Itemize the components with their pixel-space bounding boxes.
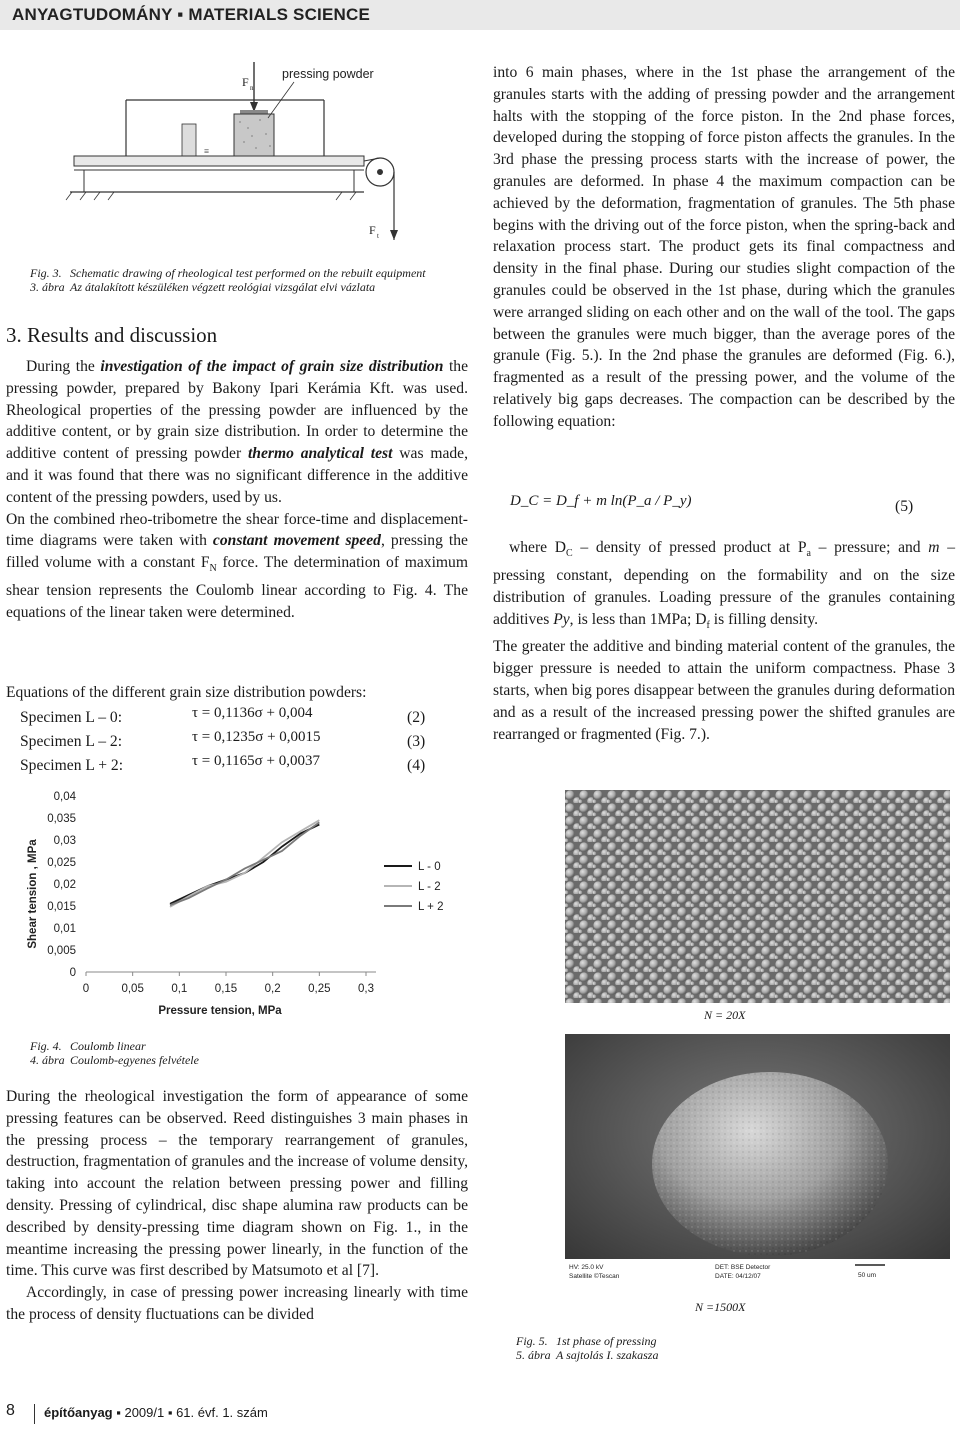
y-tick-label: 0,01 [53,923,76,935]
equation-row-2 [20,705,460,731]
y-tick-label: 0 [69,967,76,979]
footer-divider [34,1404,35,1424]
fig4-caption-en-label: Fig. 4. [30,1039,62,1053]
paragraph-greater: The greater the additive and binding material content of the granules, the bigger pressure is needed to attain the uniform compactness. Phase 3 starts, when big pores disappear between the granules during deformation and as a result of the increased pressing power the shifted granules are rearranged or fragmented (Fig. 7.). [493,638,955,743]
fig3-caption [30,266,470,294]
equation-row-4 [20,753,460,779]
p2-text-a: On the combined rheo-tribometre the shear force-time and displacement-time diagrams were taken with [6,510,468,550]
x-tick-label: 0,3 [358,983,374,995]
fig4-chart [20,786,460,1024]
where-text-a: where D [509,539,567,556]
chart-x-axis-label: Pressure tension, MPa [158,1005,282,1017]
eq-formula: τ = 0,1136σ + 0,004 [192,705,313,721]
chart-ticks [47,791,374,995]
p1-emphasis-b: investigation of the impact of grain size distribution [100,358,444,375]
left-bottom-text [6,1086,468,1326]
x-tick-label: 0,25 [308,983,331,995]
eq-label: Specimen L – 2: [20,733,123,750]
where-text-b: – density of pressed product at P [572,539,807,556]
equation-5 [510,493,950,517]
fig3-caption-en-label: Fig. 3. [30,266,62,280]
fig5-caption [516,1334,816,1362]
fig4-caption-hu-label: 4. ábra [30,1053,65,1067]
coulomb-chart-svg [20,786,460,1024]
right-text-block-1: into 6 main phases, where in the 1st phase the arrangement of the granules starts with the adding of pressing powder and the arrangement halts with the stopping of the force piston. In the 2nd phase forces, developed during the stopping of force piston affects the granules. In the 3rd phase the pressing process starts with the increase of power, the granules are deformed. In phase 4 the maximum compaction can be achieved by the deformation, fragmentation of granules. The 5th phase begins with the driving out of the force piston, when the spring-back and relaxation process start. The product gets its final compactness and density in the final phase. During our studies slight compaction of the granules could be observed in the 1st phase, during which the granules were arranged sliding on each other and on the wall of the tool. The gaps between the granules were much bigger, than the average pores of the granule (Fig. 5.). In the 2nd phase the granules are deformed (Fig. 6.), fragmented as a result of the pressing power, and the volume of the relatively big gaps decreases. The compaction can be described by the following equation: [493,64,955,430]
x-tick-label: 0,15 [214,983,238,995]
y-tick-label: 0,005 [47,945,76,957]
legend-label-2: L - 2 [418,881,441,893]
page-footer [0,1400,960,1429]
sem-info-detector: DET: BSE Detector [715,1264,771,1271]
where-py: Py [553,610,570,628]
p1-text-c: the pressing powder, prepared by Bakony Ipari Kerámia Kft. was used. Rheological properties of the pressing powder are influenced by the additive content, or by grain size distribution. In order to determine the additive content of pressing powder [6,358,469,463]
where-text-d: – pressing constant, depending on the formability and on the size distribution of granules. Loading pressure of the granules containing additives [493,539,955,628]
svg-text:≡: ≡ [204,146,210,156]
equations-intro: Equations of the different grain size distribution powders: [6,684,367,701]
fig5-caption-en-text: 1st phase of pressing [556,1334,657,1348]
eq-number: (3) [407,733,426,750]
paragraph-where [493,537,955,636]
where-sub-c: C [566,548,573,560]
eq-label: Specimen L + 2: [20,757,124,774]
fig4-caption-hu [30,1053,450,1067]
paragraph-3: During the rheological investigation the form of appearance of some pressing features can be observed. Reed distinguishes 3 main phases in the pressing process – the temporary rearrangement of granules, destruction, fragmentation of granules and the increase of volume density, taking into account the relation between pressing power and filling density. Pressing of cylindrical, disc shape alumina raw products can be described by density-pressing time diagram shown on Fig. 1., in the meantime increasing the pressing power linearly, in the function of the time. This curve was first described by Matsumoto et al [7]. [6,1088,468,1280]
fig4-caption-hu-text: Coulomb-egyenes felvétele [70,1053,199,1067]
fig3-caption-en-text: Schematic drawing of rheological test performed on the rebuilt equipment [70,266,426,280]
equation-row-3 [20,729,460,755]
p1-emphasis-d: thermo analytical test [247,445,393,463]
fig3-ft-label: F [369,223,376,237]
where-sub-a: a [806,548,811,560]
where-m: m [928,539,940,556]
eq5-number: (5) [895,498,914,515]
fig3-caption-hu-label: 3. ábra [30,280,65,294]
x-tick-label: 0,05 [121,983,144,995]
paragraph-1 [6,356,468,509]
fig3-caption-hu-text: Az átalakított készüléken végzett reológiai vizsgálat elvi vázlata [70,280,376,294]
series-line-2 [170,820,319,907]
y-tick-label: 0,025 [47,857,76,869]
eq-number: (2) [407,709,426,726]
y-tick-label: 0,04 [53,791,76,803]
where-sub-f: f [706,619,710,631]
left-text-block [6,356,468,624]
p1-text-e: was made, and it was found that there was no significant difference in the additive content of the pressing powders, used by us. [6,445,468,506]
p2-text-c: , pressing the filled volume with a constant F [6,532,468,572]
journal-name: építőanyag [44,1405,113,1420]
fig3-schematic [64,62,400,272]
single-granule-image [565,1034,950,1283]
fig3-caption-hu [30,280,470,294]
x-tick-label: 0,2 [264,983,281,995]
eq5-formula: D_C = D_f + m ln(P_a / P_y) [510,493,692,509]
fig4-caption-en [30,1039,450,1053]
sem-scale-label: 50 um [858,1272,877,1279]
fig5-caption-en-label: Fig. 5. [516,1334,548,1348]
fig4-caption [30,1039,450,1067]
fig5-caption-hu [516,1348,816,1362]
footer-journal [44,1405,268,1420]
fig4-caption-en-text: Coulomb linear [70,1039,146,1053]
where-text-c: – pressure; and [810,539,929,556]
eq-label: Specimen L – 0: [20,709,123,726]
p2-sub-n: N [209,563,217,575]
fig3-drawing [64,62,400,272]
y-tick-label: 0,035 [47,813,76,825]
fig3-fn-sub: n [250,84,254,92]
eq-formula: τ = 0,1165σ + 0,0037 [192,753,320,769]
legend-label-3: L + 2 [418,901,444,913]
sem-info-date: DATE: 04/12/07 [715,1273,761,1280]
chart-y-axis-label: Shear tension , MPa [27,839,39,949]
paragraph-2 [6,509,468,624]
journal-issue: ▪ 2009/1 ▪ 61. évf. 1. szám [116,1405,268,1420]
fig5-micrograph-high [565,1034,950,1283]
eq-formula: τ = 0,1235σ + 0,0015 [192,729,321,745]
chart-legend [384,861,443,913]
fig5-label-low: N = 20X [704,1008,746,1022]
granule-texture [565,790,950,1003]
y-tick-label: 0,03 [53,835,76,847]
p2-emphasis-b: constant movement speed [212,532,381,550]
p2-text-d: force. The determination of maximum shear tension represents the Coulomb linear according to Fig. 4. The equations of the linear taken were determined. [6,554,468,621]
where-text-e: , is less than 1MPa; D [569,610,707,628]
sem-info-brand: Satellite ©Tescan [569,1273,620,1280]
fig5-caption-hu-text: A sajtolás I. szakasza [556,1348,659,1362]
fig5-caption-en [516,1334,816,1348]
legend-label-1: L - 0 [418,861,441,873]
fig3-fn-label: F [242,75,249,89]
fig5-micrograph-low [565,790,950,1003]
header-title: ANYAGTUDOMÁNY ▪ MATERIALS SCIENCE [12,5,371,24]
fig3-caption-en [30,266,470,280]
x-tick-label: 0 [82,983,90,995]
right-text-block-2 [493,537,955,745]
y-tick-label: 0,02 [53,879,76,891]
series-line-1 [170,825,319,904]
p1-text-a: During the [26,358,101,375]
page-number: 8 [6,1402,15,1419]
fig3-ft-sub: t [377,232,379,240]
where-text-f: is filling density. [709,610,819,628]
y-tick-label: 0,015 [47,901,76,913]
eq-number: (4) [407,757,426,774]
running-header [0,0,960,30]
x-tick-label: 0,1 [171,983,188,995]
chart-series [170,820,319,907]
fig3-pressing-powder-label: pressing powder [282,67,374,81]
paragraph-4: Accordingly, in case of pressing power increasing linearly with time the process of density fluctuations can be divided [6,1284,468,1323]
fig5-caption-hu-label: 5. ábra [516,1348,551,1362]
section-title: 3. Results and discussion [6,323,218,347]
fig5-label-high: N =1500X [695,1300,746,1314]
sem-info-hv: HV: 25.0 kV [569,1264,604,1271]
